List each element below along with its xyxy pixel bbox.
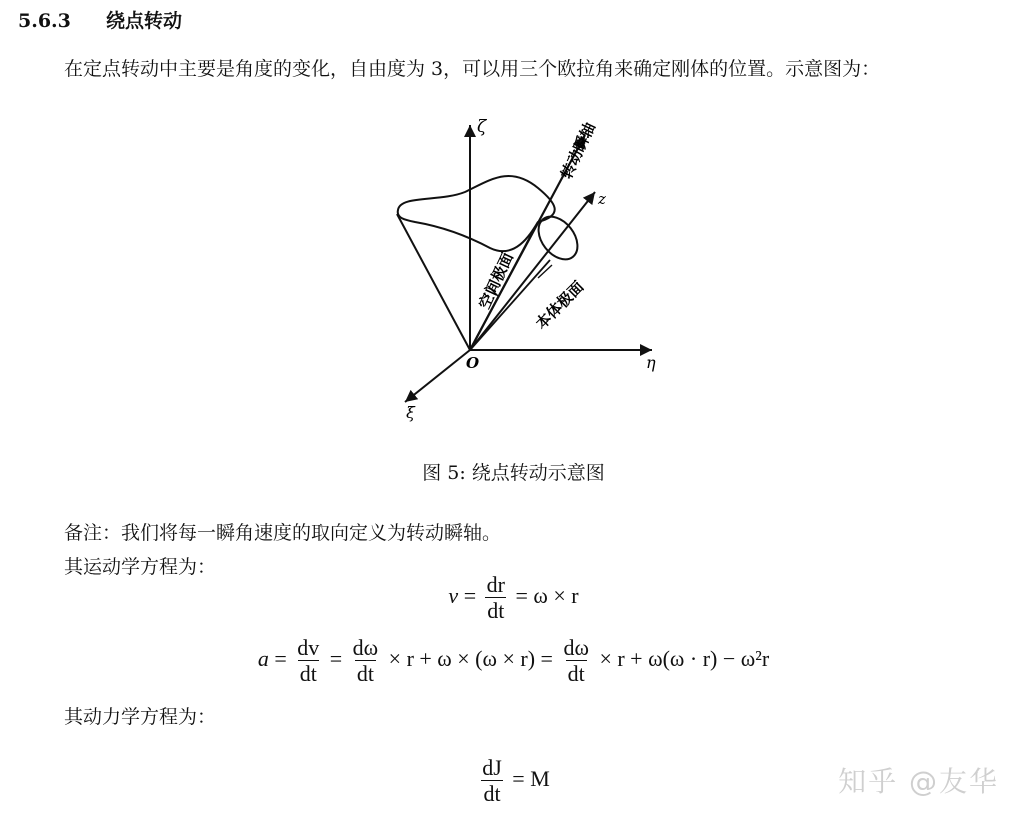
section-heading xyxy=(18,6,182,33)
section-number: 5.6.3 xyxy=(18,10,71,32)
eq3-rhs: = M xyxy=(512,765,550,791)
eq2-f2-denominator: dt xyxy=(356,661,374,687)
xi-label: ξ xyxy=(406,403,415,422)
watermark: 知乎 @友华 xyxy=(838,765,999,798)
zeta-label: ζ xyxy=(477,117,487,137)
eq2-f2-numerator: dω xyxy=(352,635,379,660)
kinematics-intro: 其运动学方程为： xyxy=(64,556,217,578)
section-title: 绕点转动 xyxy=(106,10,183,32)
eq2-f3-denominator: dt xyxy=(567,661,585,687)
figure-rotation-diagram xyxy=(380,110,680,430)
body-cone-label: 本体极面 xyxy=(532,277,588,333)
equation-acceleration: a = $\frac{dv}{dt}$ = $\frac{d\omega}{dt}$ × r + ω × (ω × r) = $\frac{d\omega}{dt}$ × r + ω(ω · r) − ω²r xyxy=(257,635,770,687)
eq2-fraction-3 xyxy=(561,635,590,687)
eq2-lhs: a xyxy=(257,645,269,671)
space-cone-base xyxy=(398,176,555,251)
dynamics-intro: 其动力学方程为： xyxy=(64,706,217,728)
origin-label: O xyxy=(466,354,480,372)
rotation-diagram-svg xyxy=(380,110,680,430)
eq3-numerator: dJ xyxy=(482,755,502,780)
eta-label: η xyxy=(646,353,656,372)
eq2-fraction-1 xyxy=(295,635,321,687)
eq2-f1-numerator: dv xyxy=(297,635,320,660)
eq1-numerator: dr xyxy=(486,572,505,597)
equation-velocity: v = $\frac{dr}{dt}$ = ω × r xyxy=(448,572,579,624)
instantaneous-axis-label: 转动瞬轴 xyxy=(557,119,599,182)
eq2-f1-denominator: dt xyxy=(299,661,317,687)
eq1-denominator: dt xyxy=(487,598,505,624)
note-paragraph: 备注：我们将每一瞬角速度的取向定义为转动瞬轴。 xyxy=(64,522,502,544)
eq1-lhs: v xyxy=(448,582,459,608)
xi-axis xyxy=(405,350,470,402)
eq2-middle: × r + ω × (ω × r) = xyxy=(388,645,553,671)
eq1-fraction xyxy=(485,572,507,624)
eq2-fraction-2 xyxy=(351,635,380,687)
eq2-f3-numerator: dω xyxy=(563,635,589,660)
space-cone-label: 空间极面 xyxy=(475,249,517,312)
figure-caption: 图 5: 绕点转动示意图 xyxy=(422,462,605,484)
z-label: z xyxy=(598,190,606,208)
eq1-rhs: = ω × r xyxy=(515,582,579,608)
intro-paragraph: 在定点转动中主要是角度的变化，自由度为 3，可以用三个欧拉角来确定刚体的位置。示意图为： xyxy=(64,58,881,80)
eq2-tail: × r + ω(ω · r) − ω²r xyxy=(599,645,770,671)
eq3-denominator: dt xyxy=(483,781,501,807)
z-axis xyxy=(470,192,595,350)
eq3-fraction xyxy=(480,755,504,807)
